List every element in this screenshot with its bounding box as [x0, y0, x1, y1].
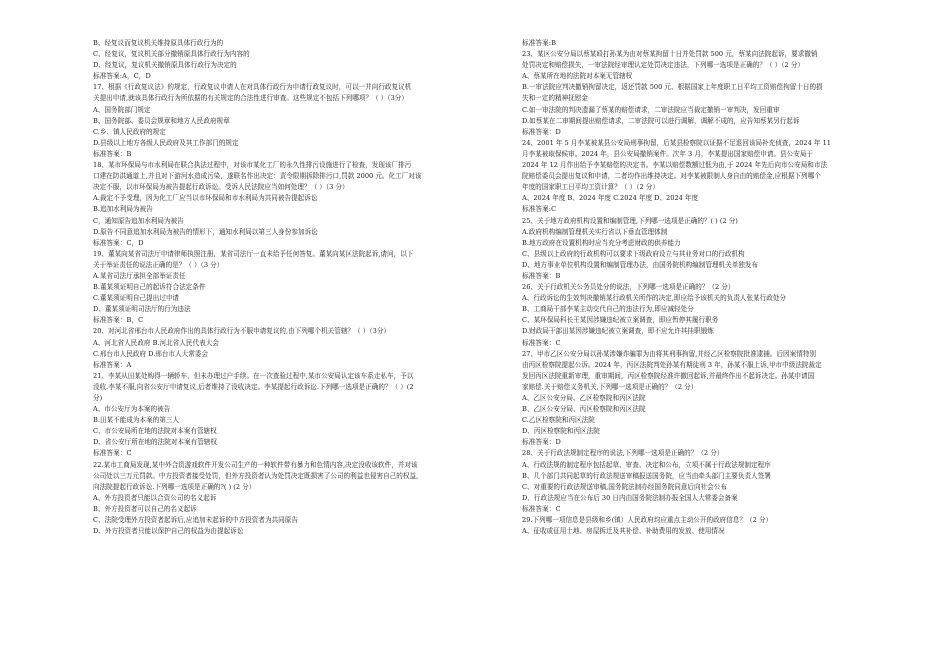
text-line: B、几个部门共同起草的行政法规送审稿报送国务院，应当由牵头部门主要负责人签署 — [522, 471, 771, 480]
answer-line: 标准答案：B — [522, 271, 561, 280]
text-line: C.乡、镇人民政府的规定 — [93, 127, 166, 136]
text-line: 家赔偿.关于赔偿义务机关,下列哪一选项是正确的？（2 分） — [522, 382, 698, 391]
text-line: 决定不服，以市环保局为被告提起行政诉讼。受诉人民法院应当如何处理？（ ）（3 分） — [93, 183, 349, 192]
text-line: C.董某须证明自己提出过申请 — [93, 294, 180, 303]
text-line: A、行政法规的制定程序包括起草、审查、决定和公布，立项不属于行政法规制定程序 — [522, 460, 771, 469]
text-line: B.一审法院应判决撤销拘留决定，返还罚款 500 元、根据国家上年度职工日平均工资赔偿拘留十日的损 — [522, 83, 823, 92]
text-line: B.田某不能成为本案的第三人 — [93, 416, 180, 425]
text-line: 分) — [93, 394, 103, 402]
text-line: 21、李某从田某处购得一辆轿车，但未办理过户手续。在一次查验过程中,某市公安局认定该车系走私车，予以 — [93, 371, 414, 380]
answer-line: 标准答案：B，C — [93, 316, 144, 325]
text-line: B、工商局干部李某主动交代自己的违法行为,即应减轻处分 — [522, 305, 694, 314]
text-line: B、国务院部、委员会规章和地方人民政府规章 — [93, 116, 230, 125]
text-line: B.董某须证明自己的起诉符合法定条件 — [93, 283, 206, 292]
text-line: D、经复议，复议机关撤销原具体行政行为决定的 — [93, 61, 237, 70]
text-line: 2024 年 12 月作出给予李某赔偿的决定书。李某以赔偿数额过低为由,于 2024 年先后向市公安局和市法 — [522, 161, 828, 170]
text-line: C、县级以上政府的行政机构可以要求下级政府设立与其业务对口的行政机构 — [522, 249, 745, 258]
text-line: 公司处以三万元罚款。中方投资者接受处罚，但外方投资者认为处罚决定既损害了公司的利益也侵害自己的权益, — [93, 471, 419, 480]
text-line: A、行政诉讼的生效判决撤销某行政机关所作的决定,即应给予该机关的负责人张某行政处分 — [522, 294, 787, 303]
text-line: C.如一审法院的判决遗漏了蔡某的赔偿请求，二审法院应当裁定撤销一审判决，发回重审 — [522, 105, 780, 114]
text-line: C.乙区检察院和丙区法院 — [522, 416, 595, 425]
text-line: B、经复议而复议机关维持原具体行政行为的 — [93, 39, 224, 47]
text-line: 处罚决定和赔偿损失，一审法院经审理认定处罚决定违法，下列哪一选项是正确的？（ ）（2 分） — [522, 61, 805, 70]
text-line: 关于举证责任的说法正确的是？（ ）（3 分） — [93, 260, 224, 269]
text-line: B、乙区公安分局、丙区检察院和丙区法院 — [522, 405, 646, 414]
text-line: 年度的国家职工日平均工资计算？（ ）（2 分） — [522, 183, 659, 192]
text-line: 向法院提起行政诉讼.下列哪一选项是正确的?( ) (2 分） — [93, 482, 256, 491]
text-line: 27、甲市乙区公安分局以孙某涉嫌诈骗罪为由将其刑事拘留,并经乙区检察院批准逮捕。后因案情特别 — [522, 349, 817, 358]
text-line: D、省公安厅所在地的法院对本案有管辖权 — [93, 438, 217, 447]
text-line: A.某省司法厅承担全部举证责任 — [93, 271, 186, 280]
text-line: A、乙区公安分局、乙区检察院和丙区法院 — [522, 394, 646, 402]
text-line: A、河北省人民政府 B.河北省人民代表大会 — [93, 338, 219, 347]
text-line: C，通知原告追加水利局为被告 — [93, 216, 184, 225]
text-line: B、外方投资者可以自己的名义起诉 — [93, 504, 197, 513]
text-line: A、征收或征用土地、房屋拆迁及其补偿、补助费用的发放、使用情况 — [522, 527, 725, 536]
text-line: A、蔡某所在地的法院对本案无管辖权 — [522, 72, 633, 81]
text-line: A.裁定不予受理，因为化工厂应当以市环保局和市水利局为共同被告提起诉讼 — [93, 194, 318, 203]
answer-line: 标准答案:C — [522, 205, 557, 214]
answer-line: 标准答案：D — [522, 438, 561, 447]
text-line: 发回丙区法院重新审理，重审期间，丙区检察院经准许撤回起诉,并最终作出不起诉决定。孙某申请国 — [522, 371, 815, 380]
text-line: A、外方投资者只能以合资公司的名义起诉 — [93, 493, 217, 502]
answer-line: 标准答案：B — [93, 149, 132, 158]
text-line: 失和一定的精神抚慰金 — [522, 94, 588, 103]
text-line: B.追加水利局为被告 — [93, 205, 153, 214]
text-line: 28、关于行政法规制定程序的说法,下列哪一选项是正确的？（2 分） — [522, 449, 724, 458]
text-line: 20、对河北省邢台市人民政府作出的具体行政行为不服申请复议的,由下列哪个机关管辖？（ ）（3分） — [93, 327, 391, 336]
text-line: C、某环保局科长王某因涉嫌违纪被立案调查，即应暂停其履行职务 — [522, 316, 719, 325]
text-line: A.政府机构编制管理机关实行省以下垂直管理体制 — [522, 227, 668, 236]
left-column — [93, 38, 493, 537]
answer-line: 标准答案：D — [522, 127, 561, 136]
text-line: C、法院受理外方投资者起诉后,应追加未起诉的中方投资者为共同原告 — [93, 516, 298, 525]
answer-line: 标准答案:A，C，D — [93, 72, 151, 81]
answer-line: 标准答案：C — [522, 504, 561, 513]
text-line: D、地方事业单位机构设置和编制管理办法，由国务院机构编制管理机关单独发布 — [522, 260, 759, 269]
answer-line: 标准答案：A — [93, 360, 132, 369]
text-line: D.财政局干部田某因涉嫌违纪被立案调查，即不应允许其挂职锻炼 — [522, 327, 714, 336]
answer-line: 标准答案：C，D — [93, 238, 144, 247]
text-line: A、国务院部门规定 — [93, 105, 151, 114]
text-line: 没收.李某不服,向省公安厅申请复议,后者维持了没收决定。李某提起行政诉讼.下列哪一选项是正确的？（ ）(2 — [93, 382, 414, 391]
text-line: A、2024 年度 B、2024 年度 C.2024 年度 D、2024 年度 — [522, 194, 699, 203]
text-line: D.县级以上地方各级人民政府及其工作部门的规定 — [93, 138, 239, 147]
answer-line: 标准答案：C — [522, 338, 561, 347]
text-line: 院赔偿委员会提出复议和申请，二者均作出维持决定。对李某被限制人身自由的赔偿金,应根据下列哪个 — [522, 172, 821, 181]
text-line: D、丙区检察院和丙区法院 — [522, 427, 600, 436]
text-line: D、董某须证明司法厅的行为违法 — [93, 305, 191, 314]
right-column — [522, 38, 862, 537]
answer-line: 标准答案:B — [522, 39, 557, 47]
text-line: 24、2001 年 5 月李某被某县公安局刑事拘留，后某县检察院以证据不足退回该局补充侦查，2024 年 11 — [522, 138, 831, 147]
text-line: 月李某被取保候审。2024 年，县公安局撤销案件。次年 3 月，李某提出国家赔偿申请。县公安局于 — [522, 149, 814, 158]
text-line: 17、根据《行政复议法》的规定，行政复议申请人在对具体行政行为申请行政复议时，可以一并向行政复议机 — [93, 83, 412, 92]
text-line: C.邢台市人民政府 D.邢台市人大常委会 — [93, 349, 209, 358]
text-line: 26、关于行政机关公务员处分的说法，下列哪一选项是正确的？（2 分） — [522, 283, 735, 292]
text-line: D.如蔡某在二审期间提出赔偿请求，二审法院可以进行调解，调解不成的，应告知蔡某另行起诉 — [522, 116, 800, 125]
text-line: 22.某市工商局发现,某中外合资游戏软件开发公司生产的一种软件带有暴力和色情内容,决定没收该软件，并对该 — [93, 460, 418, 469]
text-line: 25、关于地方政府机构设置和编制管理,下列哪一选项是正确的？( ) (2 分) — [522, 216, 738, 225]
text-line: 18、某市环保局与市水利局在联合执法过程中，对该市某化工厂的永久性排污设施进行了检查，发现该厂排污 — [93, 161, 412, 170]
text-line: 23、某区公安分局以蔡某殴打孙某为由对蔡某拘留十日并处罚款 500 元，蔡某向法院起诉，要求撤销 — [522, 50, 818, 59]
text-line: D、外方投资者只能以保护自己的权益为由提起诉讼 — [93, 527, 244, 536]
text-line: B.地方政府在设置机构时应当充分考虑财政的供养能力 — [522, 238, 681, 247]
text-line: C、对重要的行政法规送审稿,国务院法制办经国务院同意后向社会公布 — [522, 482, 727, 491]
text-line: 由丙区检察院提起公诉。2024 年，丙区法院判处孙某有期徒刑 3 年，孙某不服上诉,甲市中级法院裁定 — [522, 360, 822, 369]
text-line: 口建在防洪通道上,并且对下游河水造成污染，遂联名作出决定：责令限期拆除排污口,罚款 2000 元。化工厂对该 — [93, 172, 422, 181]
text-line: C、市公安局所在地的法院对本案有管辖权 — [93, 427, 217, 436]
text-line: D.原告不同意追加水利局为被告的情形下，通知水利局以第三人身份参加诉讼 — [93, 227, 318, 236]
text-line: C、经复议，复议机关部分撤销原具体行政行为内容的 — [93, 50, 250, 59]
text-line: D、行政法规应当在公布后 30 日内由国务院法制办报全国人大常委会备案 — [522, 493, 738, 502]
answer-line: 标准答案：C — [93, 449, 132, 458]
text-line: 29.下列哪一项信息是县级和乡(镇）人民政府均应重点主动公开的政府信息？（2 分） — [522, 516, 773, 525]
text-line: A、市公安厅为本案的被告 — [93, 405, 171, 414]
text-line: 19、董某向某省司法厅申请律师执照注册，某省司法厅一直未给予任何答复。董某向某区法院起诉,请问，以下 — [93, 249, 414, 258]
text-line: 关提出申请,就该具体行政行为所依据的有关规定的合法性进行审查。这些规定不包括下列哪项？（ ）（3分） — [93, 94, 408, 103]
